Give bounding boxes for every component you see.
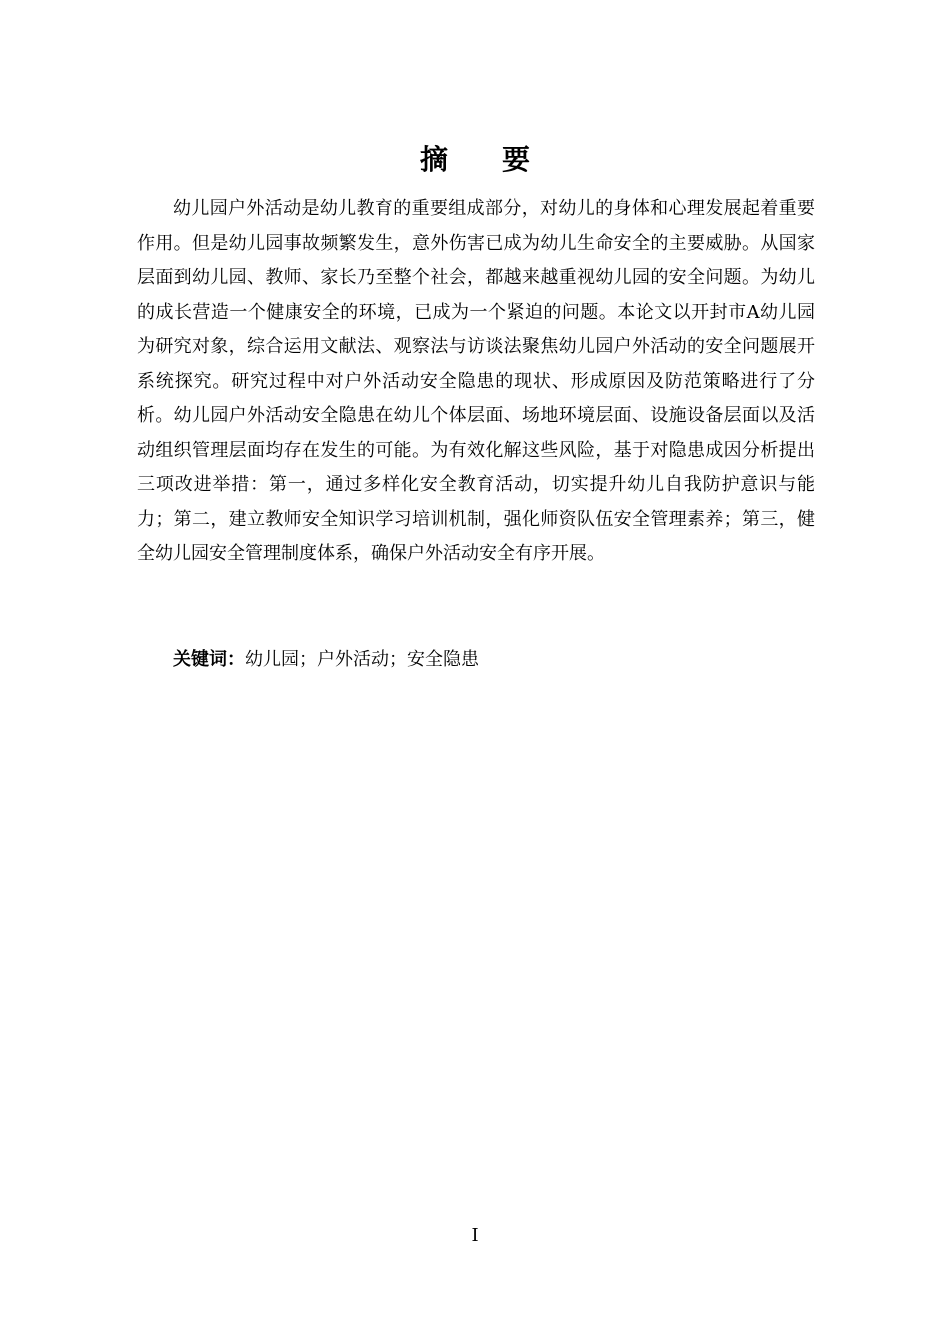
- abstract-body: 幼儿园户外活动是幼儿教育的重要组成部分，对幼儿的身体和心理发展起着重要作用。但是幼儿园事故频繁发生，意外伤害已成为幼儿生命安全的主要威胁。从国家层面到幼儿园、教师、家长乃至整个社会，都越来越重视幼儿园的安全问题。为幼儿的成长营造一个健康安全的环境，已成为一个紧迫的问题。本论文以开封市A幼儿园为研究对象，综合运用文献法、观察法与访谈法聚焦幼儿园户外活动的安全问题展开系统探究。研究过程中对户外活动安全隐患的现状、形成原因及防范策略进行了分析。幼儿园户外活动安全隐患在幼儿个体层面、场地环境层面、设施设备层面以及活动组织管理层面均存在发生的可能。为有效化解这些风险，基于对隐患成因分析提出三项改进举措：第一，通过多样化安全教育活动，切实提升幼儿自我防护意识与能力；第二，建立教师安全知识学习培训机制，强化师资队伍安全管理素养；第三，健全幼儿园安全管理制度体系，确保户外活动安全有序开展。: [137, 198, 815, 564]
- keywords-label: 关键词：: [173, 649, 245, 670]
- page-number: I: [471, 1225, 479, 1246]
- keywords-line: [173, 643, 813, 677]
- abstract-title: 摘要: [419, 143, 584, 176]
- keywords-text: 幼儿园；户外活动；安全隐患: [245, 649, 479, 670]
